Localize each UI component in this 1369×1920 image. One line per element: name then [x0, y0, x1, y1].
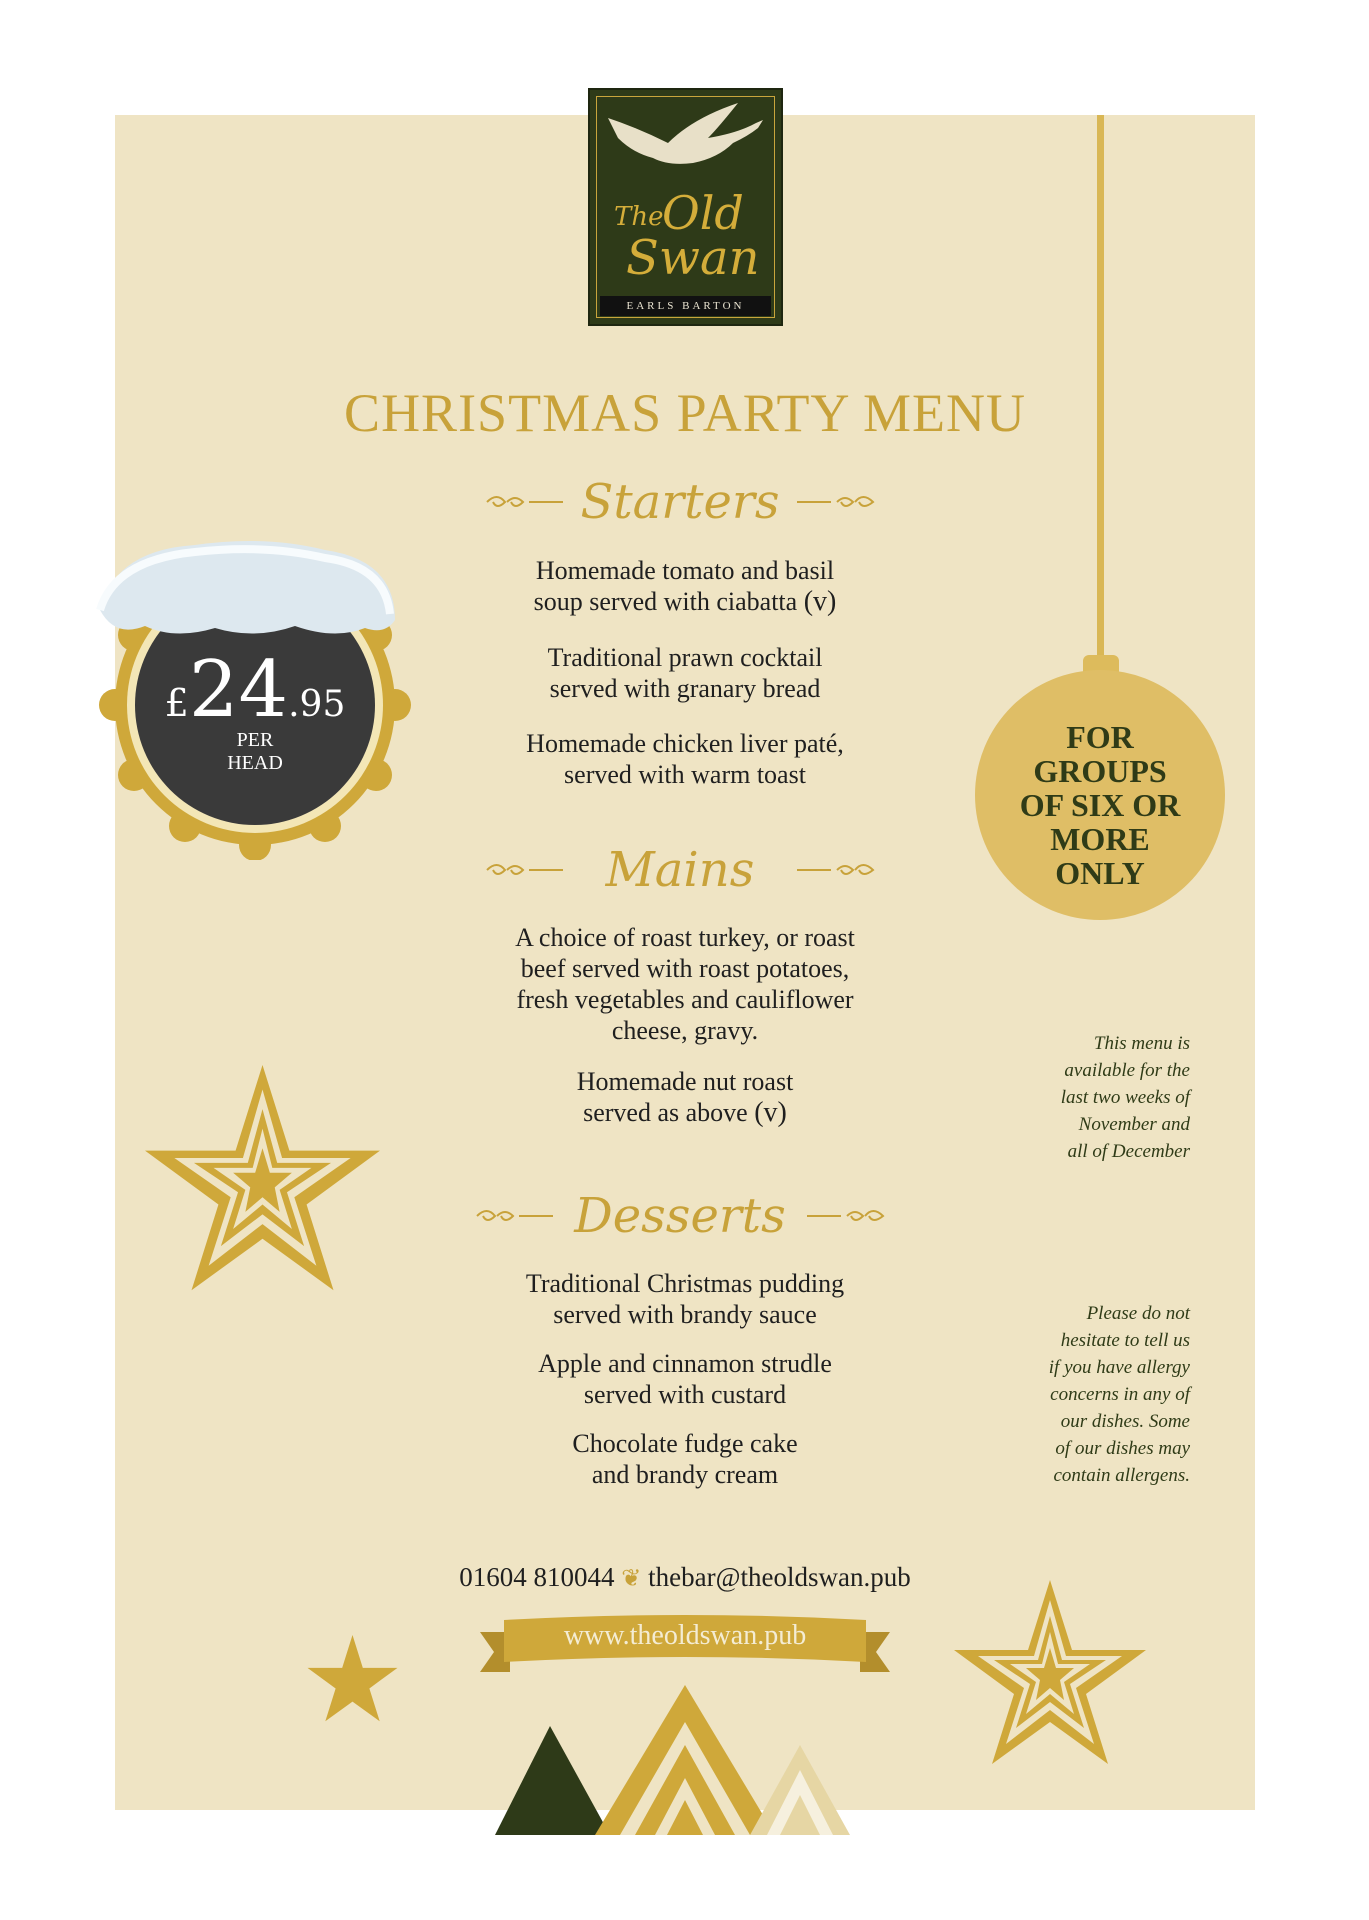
bauble-line: MORE — [1050, 821, 1150, 857]
logo-old: Old — [662, 186, 744, 240]
availability-note — [990, 1030, 1190, 1165]
bauble-line: GROUPS — [1033, 753, 1167, 789]
old-swan-logo — [588, 88, 783, 326]
price-badge — [95, 540, 415, 860]
dessert-item-2 — [440, 1348, 930, 1410]
price-whole: 24 — [188, 645, 289, 735]
note-line: concerns in any of — [1050, 1384, 1190, 1405]
page-title: CHRISTMAS PARTY MENU — [344, 383, 1026, 443]
starter-item-1 — [440, 555, 930, 617]
logo-the: The — [614, 202, 664, 232]
flourish-right-icon — [805, 1204, 885, 1228]
note-line: November and — [1078, 1114, 1190, 1135]
flourish-left-icon — [485, 490, 565, 514]
section-heading-starters — [470, 474, 890, 530]
item-line: Chocolate fudge cake — [572, 1429, 798, 1458]
item-line: Apple and cinnamon strudle — [538, 1349, 832, 1378]
bauble-line: ONLY — [1055, 855, 1145, 891]
item-line: cheese, gravy. — [611, 1016, 759, 1045]
bauble-line: FOR — [1066, 719, 1134, 755]
main-item-1 — [440, 922, 930, 1046]
section-heading-desserts — [470, 1188, 890, 1244]
contact-line — [300, 1562, 1070, 1593]
note-line: Please do not — [1086, 1303, 1190, 1324]
note-line: contain allergens. — [1053, 1465, 1190, 1486]
bauble-line: OF SIX OR — [1019, 787, 1181, 823]
item-line: served with granary bread — [549, 674, 821, 703]
allergy-note — [990, 1300, 1190, 1489]
note-line: available for the — [1064, 1060, 1190, 1081]
flourish-left-icon — [485, 858, 565, 882]
price-text — [135, 645, 375, 775]
ornament-string — [1097, 115, 1104, 660]
price-per: PER — [236, 729, 274, 751]
item-line: Traditional Christmas pudding — [525, 1269, 845, 1298]
vegetarian-mark: (v) — [754, 1097, 787, 1128]
flourish-left-icon — [475, 1204, 555, 1228]
flourish-right-icon — [795, 490, 875, 514]
item-line: served as above — [583, 1098, 748, 1127]
striped-star-icon — [950, 1580, 1150, 1772]
note-line: if you have allergy — [1048, 1357, 1190, 1378]
price-head: HEAD — [227, 752, 283, 774]
note-line: hesitate to tell us — [1060, 1330, 1190, 1351]
item-line: fresh vegetables and cauliflower — [516, 985, 854, 1014]
logo-location: EARLS BARTON — [600, 296, 771, 316]
desserts-heading: Desserts — [574, 1188, 786, 1244]
flourish-right-icon — [795, 858, 875, 882]
item-line: and brandy cream — [591, 1460, 779, 1489]
item-line: beef served with roast potatoes, — [520, 954, 850, 983]
item-line: soup served with ciabatta — [533, 587, 798, 616]
item-line: served with custard — [583, 1380, 787, 1409]
phone-number[interactable]: 01604 810044 — [459, 1562, 615, 1592]
mains-heading: Mains — [605, 842, 755, 898]
email-link[interactable]: thebar@theoldswan.pub — [648, 1562, 911, 1592]
item-line: Homemade nut roast — [576, 1067, 794, 1096]
dessert-item-3 — [440, 1428, 930, 1490]
leaf-icon: ❦ — [621, 1566, 642, 1592]
note-line: of our dishes may — [1055, 1438, 1190, 1459]
logo-swan: Swan — [626, 230, 760, 286]
section-heading-mains — [470, 842, 890, 898]
note-line: our dishes. Some — [1060, 1411, 1190, 1432]
note-line: last two weeks of — [1060, 1087, 1190, 1108]
striped-star-icon — [140, 1065, 385, 1300]
item-line: A choice of roast turkey, or roast — [515, 923, 855, 952]
item-line: served with warm toast — [564, 760, 806, 789]
item-line: Homemade chicken liver paté, — [526, 729, 844, 758]
christmas-trees-icon — [495, 1660, 865, 1835]
item-line: Homemade tomato and basil — [535, 556, 835, 585]
note-line: This menu is — [1093, 1033, 1190, 1054]
website-link[interactable]: www.theoldswan.pub — [563, 1620, 807, 1651]
starters-heading: Starters — [580, 474, 780, 530]
bauble-badge — [975, 670, 1225, 920]
vegetarian-mark: (v) — [803, 586, 837, 617]
note-line: all of December — [1067, 1141, 1190, 1162]
starter-item-2 — [440, 642, 930, 704]
price-decimal: .95 — [288, 684, 346, 725]
dessert-item-1 — [440, 1268, 930, 1330]
starter-item-3 — [440, 728, 930, 790]
bauble-text — [975, 720, 1225, 890]
price-currency: £ — [164, 681, 189, 725]
item-line: served with brandy sauce — [553, 1300, 817, 1329]
star-icon — [305, 1635, 400, 1725]
swan-icon — [598, 98, 768, 188]
item-line: Traditional prawn cocktail — [547, 643, 823, 672]
main-item-2 — [440, 1066, 930, 1128]
